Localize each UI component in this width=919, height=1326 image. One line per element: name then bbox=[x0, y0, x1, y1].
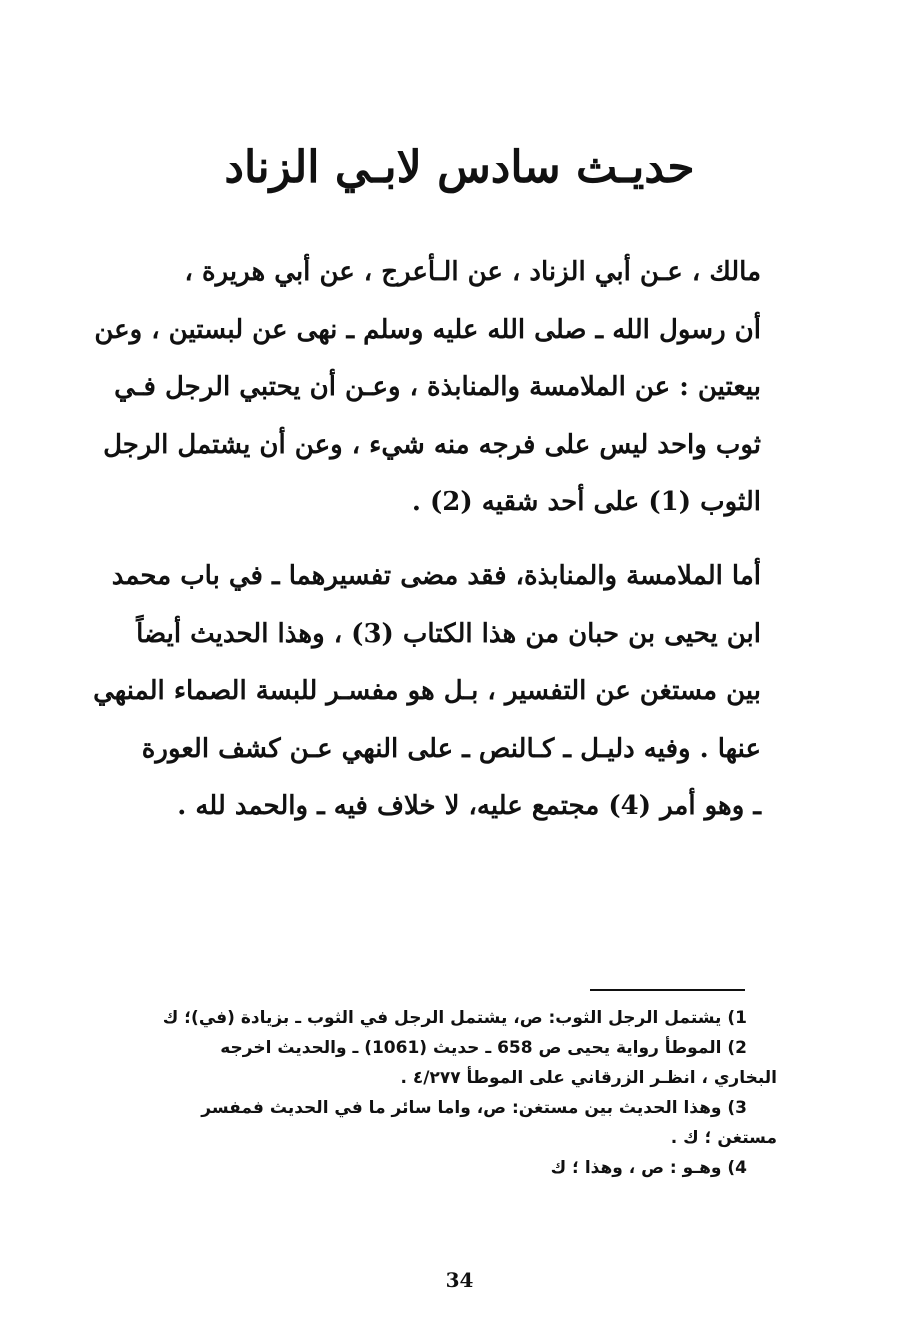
footnote-2-continuation: البخاري ، انظـر الزرقاني على الموطأ ٤/٢٧٧ . bbox=[400, 1068, 777, 1088]
footnote-text: يشتمل الرجل الثوب: ص، يشتمل الرجل في الثوب ـ بزيادة (في)؛ ك bbox=[162, 1008, 722, 1028]
footnote-text: وهذا الحديث بين مستغن: ص، واما سائر ما في الحديث فمفسر bbox=[201, 1098, 722, 1118]
footnote-4 bbox=[107, 1153, 747, 1183]
footnote-number: 3) bbox=[727, 1098, 747, 1118]
paragraph-line: عنها . وفيه دليـل ـ كـالنص ـ على النهي عـن كشف العورة bbox=[141, 733, 761, 764]
footnote-3 bbox=[107, 1093, 747, 1123]
paragraph-line: أن رسول الله ـ صلى الله عليه وسلم ـ نهى عن لبستين ، وعن bbox=[94, 314, 761, 345]
paragraph-line: الثوب (1) على أحد شقيه (2) . bbox=[411, 487, 761, 517]
footnote-separator-rule bbox=[590, 989, 745, 991]
hadith-text-paragraph bbox=[94, 244, 761, 532]
footnote-2 bbox=[107, 1033, 747, 1063]
paragraph-line: ثوب واحد ليس على فرجه منه شيء ، وعن أن يشتمل الرجل bbox=[103, 429, 761, 460]
footnote-3-continuation: مستغن ؛ ك . bbox=[670, 1128, 777, 1148]
paragraph-line: مالك ، عـن أبي الزناد ، عن الـأعرج ، عن أبي هريرة ، bbox=[184, 257, 761, 287]
footnote-number: 1) bbox=[727, 1008, 747, 1028]
footnote-number: 2) bbox=[727, 1038, 747, 1058]
page-title: حديـث سادس لابـي الزناد bbox=[224, 142, 695, 193]
footnote-1 bbox=[107, 1003, 747, 1033]
footnote-number: 4) bbox=[727, 1158, 747, 1178]
footnote-text: وهـو : ص ، وهذا ؛ ك bbox=[550, 1158, 722, 1178]
commentary-paragraph bbox=[93, 548, 761, 836]
page-number: 34 bbox=[445, 1268, 474, 1292]
footnotes bbox=[107, 1003, 777, 1183]
footnote-text: الموطأ رواية يحيى ص 658 ـ حديث (1061) ـ والحديث اخرجه bbox=[220, 1038, 722, 1058]
paragraph-line: ـ وهو أمر (4) مجتمع عليه، لا خلاف فيه ـ والحمد لله . bbox=[177, 791, 761, 821]
paragraph-line: بيعتين : عن الملامسة والمنابذة ، وعـن أن يحتبي الرجل فـي bbox=[114, 372, 761, 402]
paragraph-line: بين مستغن عن التفسير ، بـل هو مفسـر للبسة الصماء المنهي bbox=[93, 676, 761, 706]
paragraph-line: أما الملامسة والمنابذة، فقد مضى تفسيرهما ـ في باب محمد bbox=[111, 561, 761, 591]
paragraph-line: ابن يحيى بن حبان من هذا الكتاب (3) ، وهذا الحديث أيضاً bbox=[136, 618, 761, 649]
